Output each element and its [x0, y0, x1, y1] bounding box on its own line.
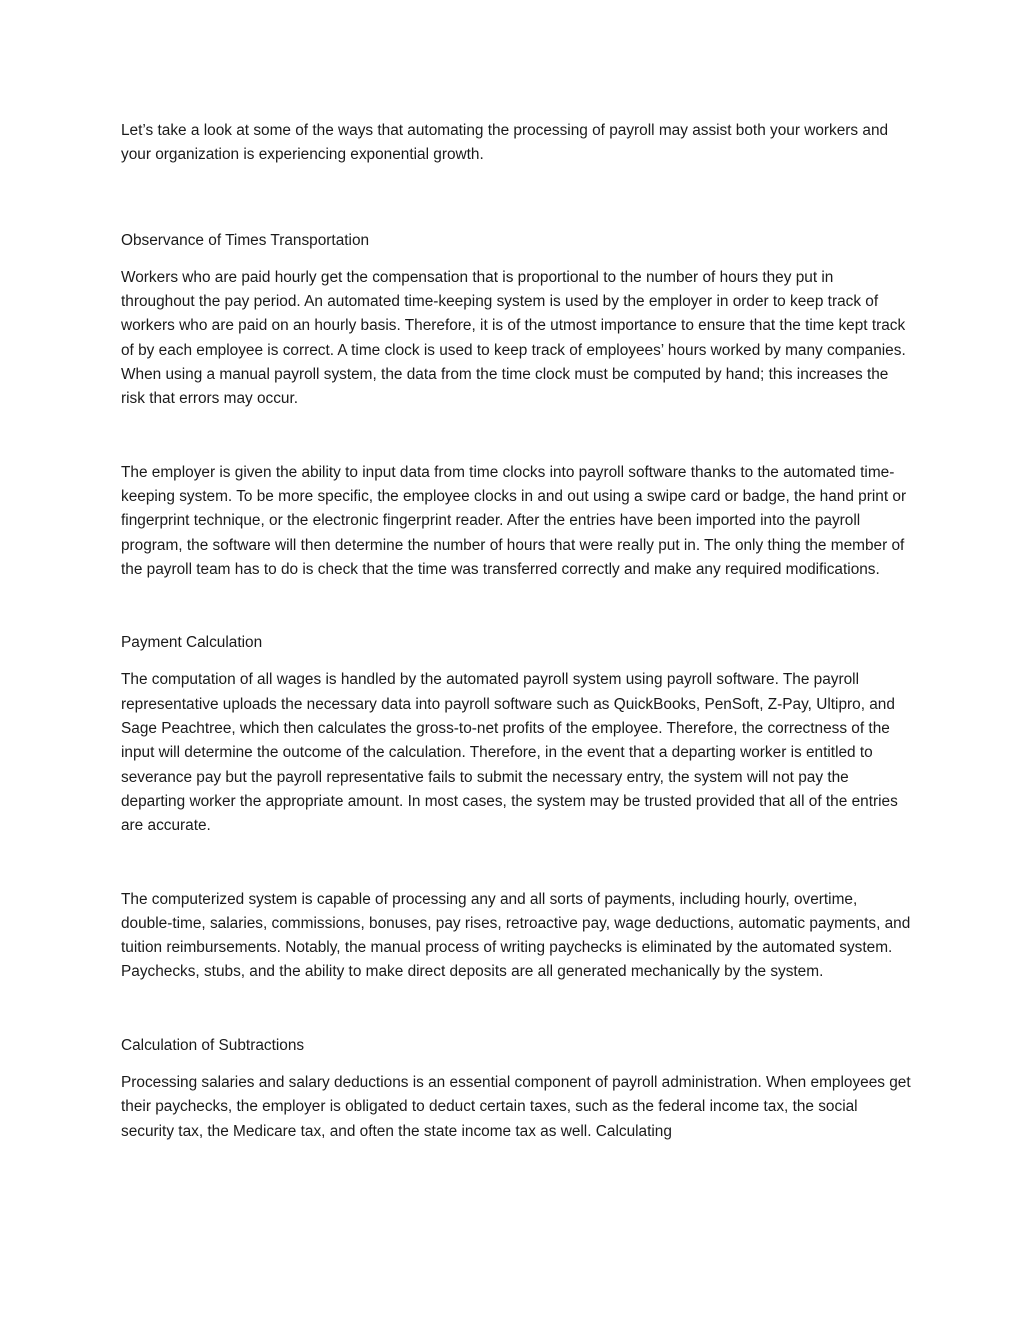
section-heading-payment-calculation: Payment Calculation [121, 634, 263, 652]
section-heading-subtractions: Calculation of Subtractions [121, 1036, 305, 1054]
paragraph: The employer is given the ability to input data from time clocks into payroll software thanks to the automated time-keeping system. To be more specific, the employee clocks in and out using a swipe card or badge, the hand print or fingerprint technique, or the electronic fingerprint reader. After the entries have been imported into the payroll program, the software will then determine the number of hours that were really put in. The only thing the member of the payroll team has to do is check that the time was transferred correctly and make any required modifications. [121, 463, 907, 578]
paragraph: Workers who are paid hourly get the compensation that is proportional to the number of hours they put in throughout the pay period. An automated time-keeping system is used by the employer in order to keep track of workers who are paid on an hourly basis. Therefore, it is of the utmost importance to ensure that the time kept track of by each employee is correct. A time clock is used to keep track of employees’ hours worked by many companies. When using a manual payroll system, the data from the time clock must be computed by hand; this increases the risk that errors may occur. [121, 268, 906, 408]
intro-paragraph: Let’s take a look at some of the ways that automating the processing of payroll may assist both your workers and your organization is experiencing exponential growth. [121, 122, 889, 164]
paragraph: The computation of all wages is handled by the automated payroll system using payroll software. The payroll representative uploads the necessary data into payroll software such as QuickBooks, PenSoft, Z-Pay, Ultipro, and Sage Peachtree, which then calculates the gross-to-net profits of the employee. Therefore, the correctness of the input will determine the outcome of the calculation. Therefore, in the event that a departing worker is entitled to severance pay but the payroll representative fails to submit the necessary entry, the system will not pay the departing worker the appropriate amount. In most cases, the system may be trusted provided that all of the entries are accurate. [121, 671, 898, 835]
section-heading-time-tracking: Observance of Times Transportation [121, 231, 370, 249]
paragraph: The computerized system is capable of processing any and all sorts of payments, including hourly, overtime, double-time, salaries, commissions, bonuses, pay rises, retroactive pay, wage deductions, automatic payments, and tuition reimbursements. Notably, the manual process of writing paychecks is eliminated by the automated system. Paychecks, stubs, and the ability to make direct deposits are all generated mechanically by the system. [121, 890, 911, 981]
paragraph: Processing salaries and salary deductions is an essential component of payroll administration. When employees get their paychecks, the employer is obligated to deduct certain taxes, such as the federal income tax, the social security tax, the Medicare tax, and often the state income tax as well. Calculating [121, 1074, 911, 1140]
document-body [121, 119, 911, 1144]
